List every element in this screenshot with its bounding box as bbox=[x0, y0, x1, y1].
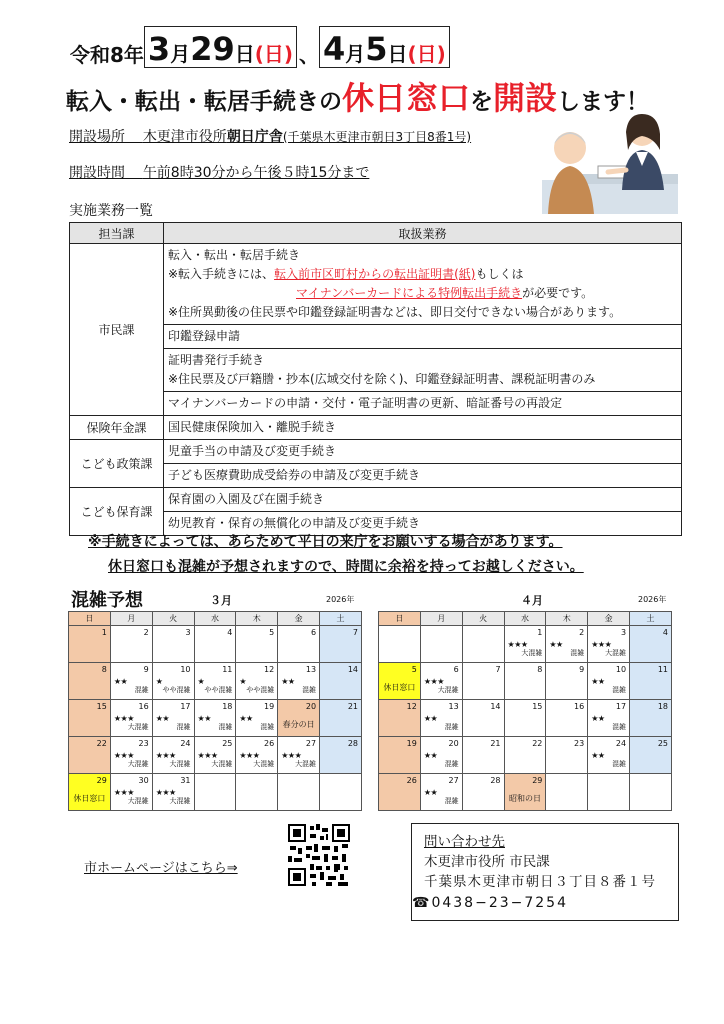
calendar-week bbox=[69, 663, 362, 700]
homepage-link[interactable]: 市ホームページはこちら⇒ bbox=[84, 861, 238, 876]
calendar-week bbox=[379, 700, 672, 737]
april-month-label: ４月 bbox=[521, 594, 543, 607]
day-number: 31 bbox=[180, 776, 191, 785]
calendar-day bbox=[152, 626, 194, 663]
day-number: 10 bbox=[180, 665, 191, 674]
day-number: 5 bbox=[269, 628, 275, 637]
calendar-day bbox=[152, 700, 194, 737]
weekday-header-row bbox=[379, 612, 672, 626]
congestion-level: 混雑 bbox=[218, 723, 233, 731]
note1-part-a: ※転入手続きには、 bbox=[168, 267, 275, 281]
calendar-day bbox=[504, 774, 546, 811]
calendar-day bbox=[630, 737, 672, 774]
calendar-day bbox=[588, 700, 630, 737]
day-number: 26 bbox=[406, 776, 417, 785]
day-number: 17 bbox=[615, 702, 627, 711]
congestion-level: やや混雑 bbox=[162, 686, 191, 694]
congestion-stars: ★★ bbox=[423, 751, 438, 760]
table-row bbox=[70, 440, 682, 464]
calendar-week bbox=[379, 663, 672, 700]
calendar-day bbox=[236, 663, 278, 700]
day-number: 17 bbox=[180, 702, 191, 711]
april-calendar bbox=[378, 611, 672, 811]
calendar-day bbox=[69, 626, 111, 663]
calendar-week bbox=[379, 774, 672, 811]
day-number: 24 bbox=[180, 739, 191, 748]
congestion-level: 大混雑 bbox=[437, 686, 459, 694]
calendar-day bbox=[504, 737, 546, 774]
day-number: 9 bbox=[143, 665, 149, 674]
note-weekday-visit: ※手続きによっては、あらためて平日の来庁をお願いする場合があります。 bbox=[88, 534, 563, 550]
day-number: 3 bbox=[620, 628, 627, 637]
service-seal: 印鑑登録申請 bbox=[164, 325, 682, 349]
congestion-level: 混雑 bbox=[260, 723, 275, 731]
april-year-label: 2026年 bbox=[638, 595, 667, 604]
day-number: 8 bbox=[101, 665, 107, 674]
congestion-level: 混雑 bbox=[134, 686, 149, 694]
congestion-level: 混雑 bbox=[612, 723, 627, 731]
note1-red-cert: 転入前市区町村からの転出証明書(紙) bbox=[274, 267, 476, 281]
contact-phone[interactable]: 0438−23−7254 bbox=[431, 895, 568, 911]
congestion-stars: ★★★ bbox=[281, 751, 302, 760]
congestion-stars: ★★★ bbox=[239, 751, 260, 760]
day-number: 3 bbox=[185, 628, 191, 637]
table-row bbox=[70, 488, 682, 512]
contact-title: 問い合わせ先 bbox=[424, 834, 505, 850]
congestion-level: やや混雑 bbox=[204, 686, 233, 694]
calendar-day bbox=[379, 774, 421, 811]
day-number: 23 bbox=[138, 739, 149, 748]
note1-red-mynumber: マイナンバーカードによる特例転出手続き bbox=[296, 286, 523, 300]
calendar-day bbox=[379, 700, 421, 737]
congestion-level: 混雑 bbox=[612, 760, 627, 768]
calendar-day bbox=[630, 663, 672, 700]
date1-day-unit: 日 bbox=[234, 42, 255, 66]
calendar-day bbox=[379, 663, 421, 700]
day-number: 5 bbox=[411, 665, 417, 674]
congestion-stars: ★★ bbox=[549, 640, 563, 649]
contact-phone-line bbox=[412, 893, 568, 913]
calendar-day bbox=[69, 774, 111, 811]
congestion-level: 混雑 bbox=[444, 760, 459, 768]
calendar-day bbox=[630, 774, 672, 811]
day-number: 13 bbox=[305, 665, 317, 674]
calendar-day bbox=[278, 626, 320, 663]
day-event: 休日窓口 bbox=[73, 794, 106, 803]
calendar-day bbox=[110, 700, 152, 737]
weekday-header: 金 bbox=[278, 612, 320, 626]
contact-box bbox=[411, 823, 679, 921]
calendar-day bbox=[420, 700, 462, 737]
date1-month-unit: 月 bbox=[170, 42, 191, 66]
calendar-day bbox=[546, 700, 588, 737]
calendar-day bbox=[546, 737, 588, 774]
day-number: 14 bbox=[347, 665, 358, 674]
congestion-level: 大混雑 bbox=[169, 760, 191, 768]
calendar-day bbox=[110, 774, 152, 811]
day-number: 29 bbox=[532, 776, 543, 785]
day-number: 14 bbox=[490, 702, 501, 711]
day-number: 7 bbox=[352, 628, 358, 637]
calendar-day bbox=[152, 663, 194, 700]
date2-month-unit: 月 bbox=[345, 42, 366, 66]
hours-label: 開設時間 bbox=[69, 165, 125, 181]
calendar-week bbox=[69, 737, 362, 774]
day-number: 28 bbox=[347, 739, 358, 748]
service-hoken: 国民健康保険加入・離脱手続き bbox=[164, 416, 682, 440]
table-header-row bbox=[70, 223, 682, 244]
phone-icon: ☎ bbox=[412, 895, 432, 911]
calendar-week bbox=[379, 737, 672, 774]
weekday-header: 日 bbox=[379, 612, 421, 626]
headline-part1: 転入・転出・転居手続きの bbox=[66, 89, 342, 115]
service-nursery: 保育園の入園及び在園手続き bbox=[164, 488, 682, 512]
day-number: 11 bbox=[222, 665, 233, 674]
calendar-day bbox=[152, 737, 194, 774]
calendar-day bbox=[110, 737, 152, 774]
congestion-title: 混雑予想 bbox=[71, 590, 143, 611]
day-number: 18 bbox=[657, 702, 668, 711]
congestion-stars: ★ bbox=[155, 677, 163, 686]
service-free-education: 幼児教育・保育の無償化の申請及び変更手続き bbox=[164, 512, 682, 536]
weekday-header: 土 bbox=[320, 612, 362, 626]
congestion-stars: ★★ bbox=[591, 714, 605, 723]
service-move bbox=[164, 244, 682, 325]
calendar-day bbox=[320, 737, 362, 774]
calendar-day bbox=[462, 737, 504, 774]
venue-line bbox=[69, 126, 471, 146]
weekday-header-row bbox=[69, 612, 362, 626]
calendar-day bbox=[278, 737, 320, 774]
calendar-day bbox=[320, 774, 362, 811]
day-number: 22 bbox=[532, 739, 543, 748]
congestion-level: 大混雑 bbox=[295, 760, 317, 768]
march-calendar bbox=[68, 611, 362, 811]
congestion-level: 混雑 bbox=[444, 723, 459, 731]
weekday-header: 月 bbox=[420, 612, 462, 626]
congestion-level: 混雑 bbox=[444, 797, 459, 805]
venue-place-prefix: 木更津市役所 bbox=[142, 129, 227, 145]
day-number: 6 bbox=[310, 628, 317, 637]
hours-value: 午前8時30分から午後５時15分まで bbox=[142, 165, 370, 181]
day-number: 19 bbox=[406, 739, 417, 748]
calendar-day bbox=[194, 700, 236, 737]
dept-shimin: 市民課 bbox=[70, 244, 164, 416]
calendar-day bbox=[194, 626, 236, 663]
service-child-medical: 子ども医療費助成受給券の申請及び変更手続き bbox=[164, 464, 682, 488]
calendar-day bbox=[420, 774, 462, 811]
day-number: 25 bbox=[657, 739, 668, 748]
congestion-level: 混雑 bbox=[176, 723, 191, 731]
service-move-note1 bbox=[168, 265, 681, 284]
calendar-day bbox=[194, 774, 236, 811]
weekday-header: 水 bbox=[194, 612, 236, 626]
calendar-day bbox=[69, 663, 111, 700]
day-event: 休日窓口 bbox=[383, 683, 416, 692]
calendar-day bbox=[379, 626, 421, 663]
calendar-day bbox=[504, 626, 546, 663]
calendar-day bbox=[236, 737, 278, 774]
congestion-stars: ★★★ bbox=[113, 714, 134, 723]
contact-address: 千葉県木更津市朝日３丁目８番１号 bbox=[424, 874, 656, 890]
day-number: 2 bbox=[143, 628, 149, 637]
congestion-stars: ★★★ bbox=[591, 640, 612, 649]
calendar-day bbox=[588, 663, 630, 700]
calendar-day bbox=[194, 663, 236, 700]
calendar-day bbox=[320, 626, 362, 663]
calendar-day bbox=[546, 626, 588, 663]
headline-dates bbox=[70, 20, 452, 68]
congestion-level: 大混雑 bbox=[211, 760, 233, 768]
calendar-day bbox=[69, 737, 111, 774]
congestion-level: 大混雑 bbox=[521, 649, 543, 657]
calendar-day bbox=[504, 700, 546, 737]
day-number: 24 bbox=[615, 739, 627, 748]
calendar-day bbox=[236, 626, 278, 663]
services-title: 実施業務一覧 bbox=[69, 203, 153, 219]
congestion-stars: ★★★ bbox=[113, 788, 134, 797]
day-number: 25 bbox=[222, 739, 233, 748]
day-number: 23 bbox=[574, 739, 585, 748]
congestion-stars: ★★ bbox=[591, 751, 605, 760]
col-service-header: 取扱業務 bbox=[164, 223, 682, 244]
table-row bbox=[70, 244, 682, 325]
service-mynumber: マイナンバーカードの申請・交付・電子証明書の更新、暗証番号の再設定 bbox=[164, 392, 682, 416]
day-number: 20 bbox=[448, 739, 459, 748]
date2-month: 4 bbox=[323, 30, 346, 68]
service-move-note1-line2 bbox=[168, 284, 681, 303]
calendar-day bbox=[110, 626, 152, 663]
march-month-label: ３月 bbox=[210, 594, 232, 607]
calendar-day bbox=[420, 626, 462, 663]
congestion-stars: ★ bbox=[197, 677, 205, 686]
calendar-day bbox=[588, 737, 630, 774]
date1-month: 3 bbox=[147, 30, 171, 68]
service-child-allowance: 児童手当の申請及び変更手続き bbox=[164, 440, 682, 464]
day-number: 10 bbox=[615, 665, 627, 674]
calendar-day bbox=[320, 700, 362, 737]
congestion-level: 大混雑 bbox=[127, 723, 149, 731]
congestion-level: やや混雑 bbox=[246, 686, 275, 694]
calendar-day bbox=[588, 626, 630, 663]
day-number: 11 bbox=[657, 665, 668, 674]
hours-line bbox=[69, 162, 369, 182]
venue-address: (千葉県木更津市朝日3丁目8番1号) bbox=[282, 130, 472, 144]
weekday-header: 日 bbox=[69, 612, 111, 626]
congestion-stars: ★ bbox=[239, 677, 247, 686]
venue-label: 開設場所 bbox=[69, 129, 125, 145]
congestion-level: 混雑 bbox=[302, 686, 317, 694]
calendar-week bbox=[69, 700, 362, 737]
calendar-day bbox=[588, 774, 630, 811]
calendar-day bbox=[420, 737, 462, 774]
congestion-level: 大混雑 bbox=[253, 760, 275, 768]
note1-part-b: もしくは bbox=[475, 267, 524, 281]
march-year-label: 2026年 bbox=[326, 595, 355, 604]
contact-office: 木更津市役所 市民課 bbox=[424, 854, 550, 870]
day-number: 7 bbox=[495, 665, 501, 674]
congestion-stars: ★★★ bbox=[507, 640, 528, 649]
weekday-header: 火 bbox=[152, 612, 194, 626]
day-number: 26 bbox=[264, 739, 275, 748]
day-number: 20 bbox=[305, 702, 317, 711]
headline-part3: します！ bbox=[557, 89, 650, 115]
date-separator: 、 bbox=[299, 43, 319, 67]
congestion-stars: ★★ bbox=[423, 788, 438, 797]
calendar-week bbox=[69, 774, 362, 811]
col-dept-header: 担当課 bbox=[70, 223, 164, 244]
weekday-header: 水 bbox=[504, 612, 546, 626]
calendar-day bbox=[630, 626, 672, 663]
calendar-week bbox=[379, 626, 672, 663]
date1-box bbox=[144, 26, 297, 68]
date1-weekday: (日) bbox=[254, 42, 293, 66]
day-number: 21 bbox=[490, 739, 501, 748]
day-number: 19 bbox=[264, 702, 275, 711]
calendar-day bbox=[630, 700, 672, 737]
day-number: 16 bbox=[138, 702, 149, 711]
service-cert bbox=[164, 349, 682, 392]
day-number: 16 bbox=[574, 702, 585, 711]
congestion-level: 大混雑 bbox=[127, 797, 149, 805]
weekday-header: 土 bbox=[630, 612, 672, 626]
calendar-day bbox=[194, 737, 236, 774]
congestion-stars: ★★★ bbox=[155, 788, 176, 797]
date2-box bbox=[319, 26, 450, 68]
day-number: 15 bbox=[532, 702, 543, 711]
day-number: 1 bbox=[101, 628, 107, 637]
calendar-day bbox=[320, 663, 362, 700]
note-congestion: 休日窓口も混雑が予想されますので、時間に余裕を持ってお越しください。 bbox=[108, 559, 584, 575]
date2-weekday: (日) bbox=[407, 42, 446, 66]
congestion-stars: ★★ bbox=[591, 677, 605, 686]
day-number: 4 bbox=[227, 628, 233, 637]
congestion-stars: ★★ bbox=[155, 714, 170, 723]
calendar-day bbox=[462, 700, 504, 737]
day-number: 21 bbox=[347, 702, 358, 711]
venue-place-name: 朝日庁舎 bbox=[226, 129, 283, 145]
weekday-header: 木 bbox=[546, 612, 588, 626]
day-number: 9 bbox=[579, 665, 585, 674]
calendar-day bbox=[420, 663, 462, 700]
calendar-day bbox=[110, 663, 152, 700]
era-year: 令和8年 bbox=[70, 43, 144, 67]
calendar-day bbox=[546, 774, 588, 811]
headline-open: 開設 bbox=[493, 79, 558, 117]
counter-illustration-icon bbox=[542, 110, 678, 214]
day-number: 12 bbox=[406, 702, 417, 711]
congestion-level: 大混雑 bbox=[605, 649, 627, 657]
day-number: 28 bbox=[490, 776, 501, 785]
headline-holiday-window: 休日窓口 bbox=[342, 79, 471, 117]
congestion-level: 混雑 bbox=[612, 686, 627, 694]
dept-kodomo-hoiku: こども保育課 bbox=[70, 488, 164, 536]
day-number: 27 bbox=[448, 776, 459, 785]
calendar-day bbox=[278, 700, 320, 737]
date2-day: 5 bbox=[365, 30, 388, 68]
calendar-day bbox=[462, 663, 504, 700]
calendar-day bbox=[69, 700, 111, 737]
weekday-header: 木 bbox=[236, 612, 278, 626]
headline-part2: を bbox=[470, 89, 494, 115]
calendar-day bbox=[236, 774, 278, 811]
calendar-day bbox=[236, 700, 278, 737]
calendar-day bbox=[152, 774, 194, 811]
calendar-day bbox=[504, 663, 546, 700]
day-number: 27 bbox=[305, 739, 317, 748]
congestion-level: 大混雑 bbox=[169, 797, 191, 805]
congestion-stars: ★★ bbox=[197, 714, 211, 723]
congestion-stars: ★★ bbox=[239, 714, 253, 723]
day-number: 1 bbox=[537, 628, 543, 637]
day-number: 15 bbox=[96, 702, 107, 711]
congestion-stars: ★★★ bbox=[423, 677, 444, 686]
day-number: 18 bbox=[222, 702, 233, 711]
calendar-day bbox=[278, 774, 320, 811]
day-number: 13 bbox=[448, 702, 459, 711]
dept-kodomo-seisaku: こども政策課 bbox=[70, 440, 164, 488]
day-number: 22 bbox=[96, 739, 107, 748]
congestion-stars: ★★★ bbox=[197, 751, 218, 760]
day-number: 6 bbox=[453, 665, 459, 674]
weekday-header: 月 bbox=[110, 612, 152, 626]
congestion-stars: ★★ bbox=[423, 714, 438, 723]
date1-day: 29 bbox=[190, 30, 235, 68]
calendar-day bbox=[546, 663, 588, 700]
calendar-week bbox=[69, 626, 362, 663]
day-number: 30 bbox=[138, 776, 149, 785]
day-number: 4 bbox=[662, 628, 668, 637]
calendar-day bbox=[278, 663, 320, 700]
calendar-day bbox=[462, 626, 504, 663]
services-table bbox=[69, 222, 682, 536]
day-number: 2 bbox=[579, 628, 585, 637]
congestion-stars: ★★ bbox=[281, 677, 295, 686]
day-number: 29 bbox=[96, 776, 107, 785]
table-row bbox=[70, 416, 682, 440]
weekday-header: 火 bbox=[462, 612, 504, 626]
congestion-stars: ★★★ bbox=[113, 751, 134, 760]
service-cert-note: ※住民票及び戸籍謄・抄本(広域交付を除く)、印鑑登録証明書、課税証明書のみ bbox=[168, 372, 596, 386]
dept-hoken: 保険年金課 bbox=[70, 416, 164, 440]
service-cert-title: 証明書発行手続き bbox=[168, 353, 265, 367]
qr-code-icon[interactable] bbox=[286, 822, 352, 888]
weekday-header: 金 bbox=[588, 612, 630, 626]
congestion-level: 大混雑 bbox=[127, 760, 149, 768]
service-move-title: 転入・転出・転居手続き bbox=[168, 248, 301, 262]
day-event: 春分の日 bbox=[282, 720, 315, 729]
calendar-day bbox=[462, 774, 504, 811]
date2-day-unit: 日 bbox=[387, 42, 408, 66]
congestion-stars: ★★ bbox=[113, 677, 128, 686]
calendar-day bbox=[379, 737, 421, 774]
congestion-stars: ★★★ bbox=[155, 751, 176, 760]
day-number: 12 bbox=[264, 665, 275, 674]
note1-part-c: が必要です。 bbox=[522, 286, 594, 300]
day-event: 昭和の日 bbox=[508, 794, 541, 803]
congestion-level: 混雑 bbox=[570, 649, 585, 657]
day-number: 8 bbox=[537, 665, 543, 674]
service-move-note2: ※住所異動後の住民票や印鑑登録証明書などは、即日交付できない場合があります。 bbox=[168, 305, 622, 319]
